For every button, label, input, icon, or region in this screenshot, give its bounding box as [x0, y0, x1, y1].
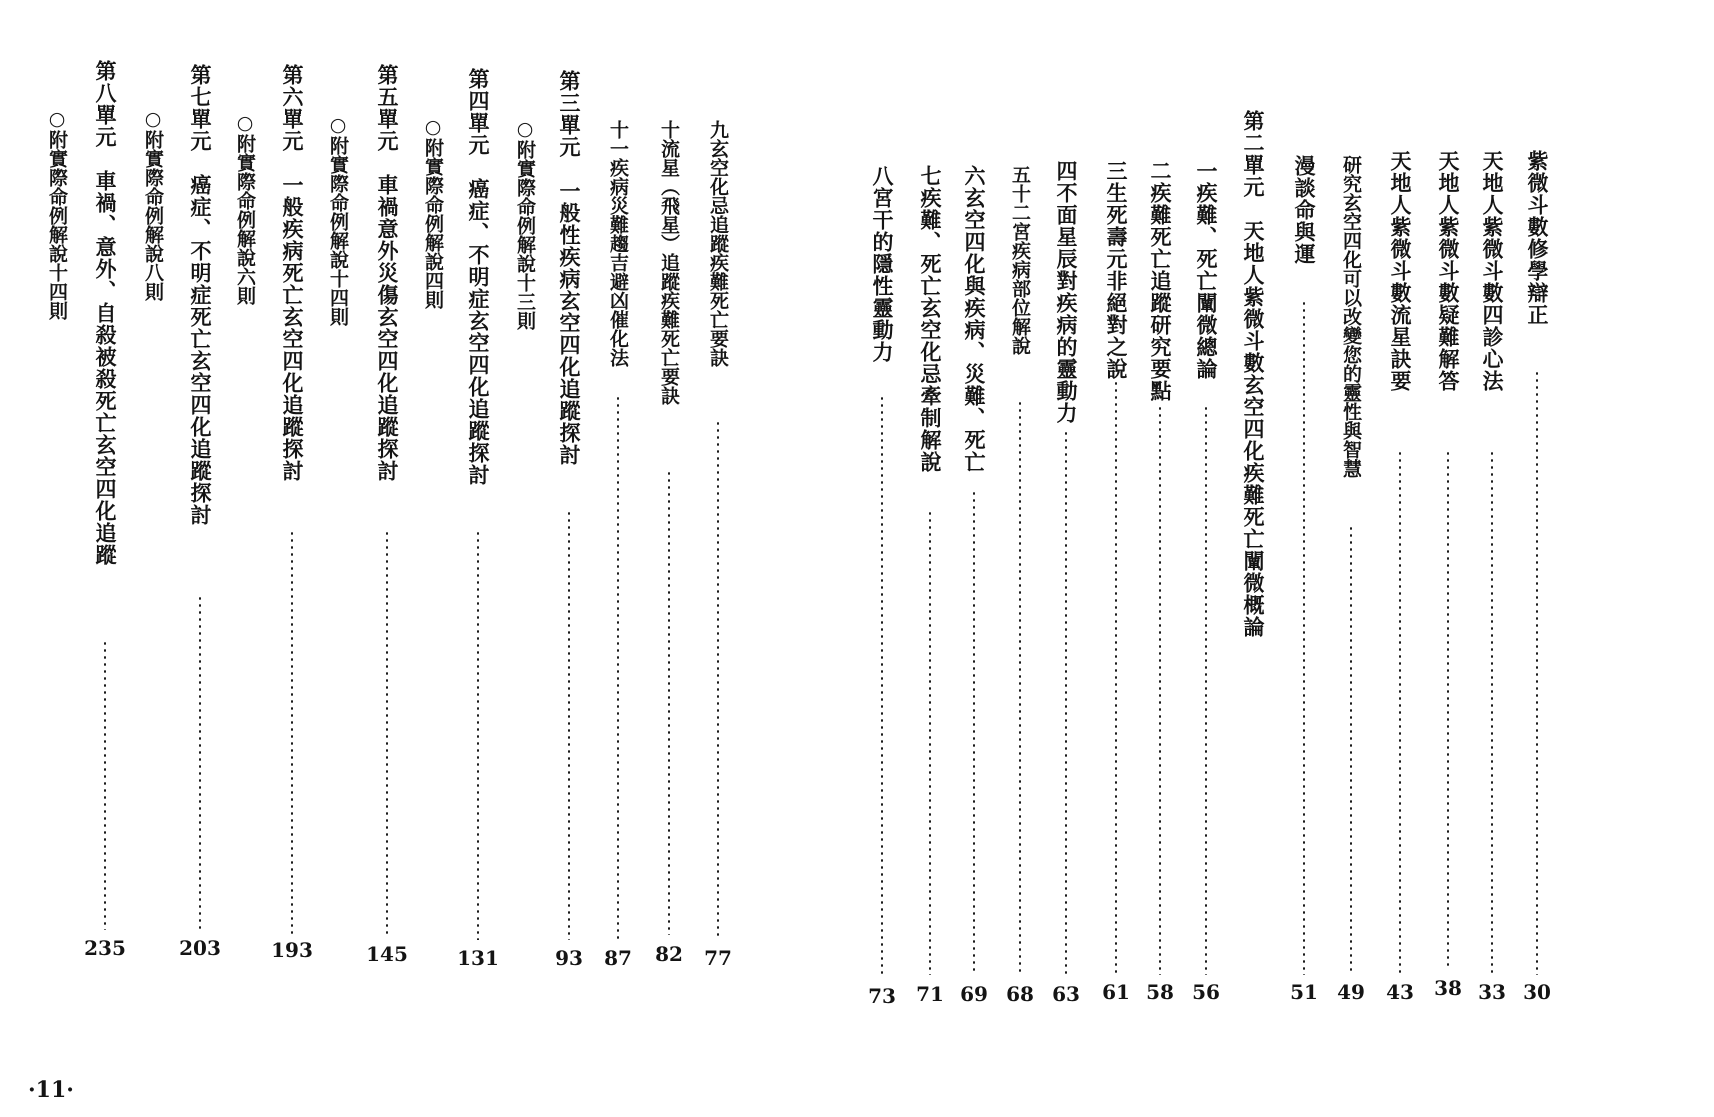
toc-entry-title: 第三單元 一般性疾病玄空四化追蹤探討 — [557, 70, 582, 466]
dot-leader — [1447, 450, 1449, 970]
dot-leader — [881, 395, 883, 975]
page-number: 58 — [1146, 980, 1174, 1004]
dot-leader — [973, 490, 975, 975]
page-number: 193 — [271, 938, 313, 962]
toc-entry-title: ○附實際命例解說十四則 — [46, 108, 68, 320]
dot-leader — [386, 530, 388, 935]
page-number: 56 — [1192, 980, 1220, 1004]
page-folio: ·11· — [28, 1077, 74, 1103]
toc-entry-title: 五十二宮疾病部位解說 — [1009, 165, 1031, 355]
toc-entry-title: 第六單元 一般疾病死亡玄空四化追蹤探討 — [280, 64, 305, 482]
toc-entry-title: 天地人紫微斗數流星訣要 — [1388, 150, 1413, 392]
dot-leader — [717, 420, 719, 940]
page-number: 77 — [704, 946, 732, 970]
page-number: 51 — [1290, 980, 1318, 1004]
toc-entry-title: 第五單元 車禍意外災傷玄空四化追蹤探討 — [375, 64, 400, 482]
dot-leader — [1491, 450, 1493, 975]
page-number: 87 — [604, 946, 632, 970]
page-number: 61 — [1102, 980, 1130, 1004]
toc-entry-title: 天地人紫微斗數疑難解答 — [1436, 150, 1461, 392]
toc-entry-title: 第八單元 車禍、意外、自殺被殺死亡玄空四化追蹤 — [93, 60, 118, 566]
page-number: 73 — [868, 984, 896, 1008]
dot-leader — [617, 395, 619, 940]
toc-entry-title: 天地人紫微斗數四診心法 — [1480, 150, 1505, 392]
page-number: 69 — [960, 982, 988, 1006]
toc-entry-title: ○附實際命例解說八則 — [142, 108, 164, 301]
toc-entry-title: 紫微斗數修學辯正 — [1525, 150, 1550, 326]
dot-leader — [568, 510, 570, 940]
page-number: 145 — [366, 942, 408, 966]
page-number: 33 — [1478, 980, 1506, 1004]
toc-entry-title: 四不面星辰對疾病的靈動力 — [1054, 160, 1079, 424]
toc-entry-title: 漫談命與運 — [1292, 155, 1317, 265]
toc-entry-title: ○附實際命例解說十三則 — [514, 118, 536, 330]
dot-leader — [1065, 430, 1067, 975]
dot-leader — [929, 510, 931, 975]
page-number: 71 — [916, 982, 944, 1006]
dot-leader — [199, 595, 201, 930]
toc-entry-title: 十一疾病災難趨吉避凶催化法 — [607, 120, 629, 367]
page-number: 235 — [84, 936, 126, 960]
page-number: 38 — [1434, 976, 1462, 1000]
dot-leader — [1019, 400, 1021, 975]
page-number: 203 — [179, 936, 221, 960]
toc-entry-title: 九玄空化忌追蹤疾難死亡要訣 — [707, 120, 729, 367]
page-number: 63 — [1052, 982, 1080, 1006]
dot-leader — [1536, 370, 1538, 975]
toc-entry-title: 二疾難死亡追蹤研究要點 — [1148, 160, 1173, 402]
toc-entry-title: 七疾難、死亡玄空化忌牽制解說 — [918, 165, 943, 473]
toc-entry-title: 第二單元 天地人紫微斗數玄空四化疾難死亡闡微概論 — [1241, 110, 1266, 638]
page-number: 43 — [1386, 980, 1414, 1004]
toc-entry-title: 三生死壽元非絕對之說 — [1104, 160, 1129, 380]
page-number: 131 — [457, 946, 499, 970]
toc-entry-title: ○附實際命例解說六則 — [234, 112, 256, 305]
toc-entry-title: 十流星（飛星）追蹤疾難死亡要訣 — [658, 120, 680, 405]
toc-entry-title: 研究玄空四化可以改變您的靈性與智慧 — [1340, 155, 1362, 478]
dot-leader — [1205, 405, 1207, 975]
dot-leader — [1399, 450, 1401, 975]
toc-entry-title: 八宮干的隱性靈動力 — [870, 165, 895, 363]
page-number: 68 — [1006, 982, 1034, 1006]
dot-leader — [291, 530, 293, 935]
dot-leader — [1159, 405, 1161, 975]
dot-leader — [1350, 525, 1352, 975]
dot-leader — [1303, 300, 1305, 975]
toc-entry-title: 六玄空四化與疾病、災難、死亡 — [962, 165, 987, 473]
toc-entry-title: ○附實際命例解說四則 — [422, 116, 444, 309]
dot-leader — [477, 530, 479, 940]
toc-entry-title: 一疾難、死亡闡微總論 — [1194, 160, 1219, 380]
page-number: 49 — [1337, 980, 1365, 1004]
right-page — [857, 0, 1714, 1117]
toc-entry-title: ○附實際命例解說十四則 — [327, 114, 349, 326]
dot-leader — [1115, 380, 1117, 975]
dot-leader — [668, 470, 670, 935]
page-number: 30 — [1523, 980, 1551, 1004]
toc-entry-title: 第七單元 癌症、不明症死亡玄空四化追蹤探討 — [188, 64, 213, 526]
page-number: 82 — [655, 942, 683, 966]
toc-entry-title: 第四單元 癌症、不明症玄空四化追蹤探討 — [466, 68, 491, 486]
page-number: 93 — [555, 946, 583, 970]
dot-leader — [104, 640, 106, 930]
